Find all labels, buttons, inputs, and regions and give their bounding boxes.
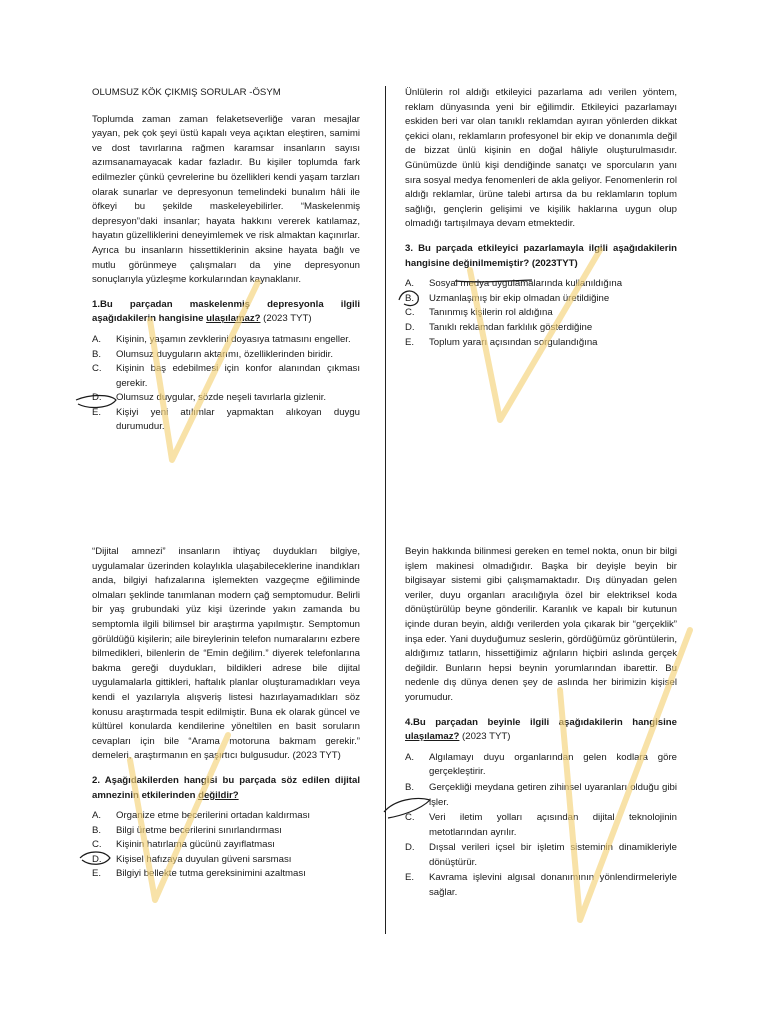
option-b[interactable] (92, 348, 360, 363)
question-1-stem (92, 298, 360, 327)
option-text: Olumsuz duygular, sözde neşeli tavırlarla gizlenir. (116, 392, 327, 404)
question-2-block (92, 545, 360, 882)
option-b[interactable] (405, 781, 677, 810)
option-letter: D. (92, 392, 102, 404)
question-2-options (92, 809, 360, 882)
option-letter: E. (405, 336, 415, 348)
option-c[interactable] (405, 811, 677, 840)
option-text: Kişinin baş edebilmesi için konfor alanından çıkması gerekir. (116, 363, 360, 389)
option-letter: B. (92, 348, 102, 360)
question-1-passage: Toplumda zaman zaman felaketseverliğe varan mesajlar yayan, pek çok şeyi üstü kapalı veya açıktan eleştiren, samimi ve dost tavırlarına rağmen karamsar insanların sayısı azımsanamayacak kadar fazladır. Bu kişiler toplumda fark edilmezler çünkü çevrelerine bu özellikleri kendi yaşam tarzları olarak sunarlar ve depresyonun temelindeki bunalım hâli ile öfkeyi bu şekilde maskeleyebilirler. “Maskelenmiş depresyon”daki insanlar; hayata hakkını vererek katılamaz, hayatın güzelliklerini deneyimlemek ve risk almaktan kaçınırlar. Ayrıca bu insanların hissettiklerinin aksine hayata bağlı ve mutlu görünmeye çalışmaları da yine depresyonun sonuçlarıyla yüzleşme korkularından kaynaklanır. (92, 113, 360, 286)
option-letter: A. (92, 810, 102, 822)
option-e[interactable] (92, 867, 360, 882)
option-text: Dışsal verileri içsel bir işletim sisteminin dinamikleriyle dönüştürür. (429, 842, 677, 868)
option-a[interactable] (92, 809, 360, 824)
option-text: Algılamayı duyu organlarından gelen kodlara göre gerçekleştirir. (429, 751, 677, 778)
question-1-year: (2023 TYT) (260, 313, 312, 325)
option-letter: B. (405, 781, 415, 793)
question-4-block (405, 545, 677, 902)
option-text: Gerçekliği meydana getiren zihinsel uyaranları olduğu gibi işler. (429, 781, 677, 808)
option-letter: A. (405, 278, 415, 290)
option-e[interactable] (92, 406, 360, 435)
question-3-stem (405, 242, 677, 271)
option-text: Bilgi üretme becerilerini sınırlandırması (116, 824, 282, 836)
option-d[interactable] (92, 853, 360, 868)
option-c[interactable] (405, 306, 677, 321)
question-1-options (92, 333, 360, 435)
option-e[interactable] (405, 871, 677, 900)
question-3-prefix: 3. Bu parçada etkileyici pazarlamayla ilgili aşağıdakilerin hangisine (405, 242, 677, 269)
option-c[interactable] (92, 838, 360, 853)
option-text: Kişisel hafızaya duyulan güveni sarsması (116, 853, 292, 865)
option-d[interactable] (92, 391, 360, 406)
option-e[interactable] (405, 336, 677, 351)
option-letter: D. (405, 321, 415, 333)
option-text: Kişinin hatırlama gücünü zayıflatması (116, 839, 275, 851)
page-heading: OLUMSUZ KÖK ÇIKMIŞ SORULAR -ÖSYM (92, 87, 281, 98)
option-letter: E. (92, 406, 102, 418)
option-b[interactable] (405, 292, 677, 307)
question-4-keyword: ulaşılamaz? (405, 731, 460, 743)
question-1-prefix: 1.Bu parçadan maskelenmiş depresyonla ilgili aşağıdakilerin hangisine (92, 298, 360, 325)
option-d[interactable] (405, 841, 677, 870)
option-text: Tanınmış kişilerin rol aldığına (429, 307, 553, 319)
option-letter: A. (405, 751, 415, 763)
question-4-year: (2023 TYT) (459, 731, 511, 743)
question-2-stem (92, 774, 360, 803)
option-text: Tanıklı reklamdan farklılık gösterdiğine (429, 321, 593, 333)
option-letter: D. (405, 842, 415, 854)
option-text: Kavrama işlevini algısal donanımının yönlendirmeleriyle sağlar. (429, 872, 677, 899)
option-text: Kişiyi yeni atılımlar yapmaktan alıkoyan duygu durumudur. (116, 406, 360, 433)
question-3-keyword: değinilmemiştir? (452, 257, 530, 269)
question-4-stem (405, 716, 677, 745)
question-1-keyword: ulaşılamaz? (206, 313, 261, 325)
question-3-passage: Ünlülerin rol aldığı etkileyici pazarlama adı verilen yöntem, reklam dünyasında yeni bir eğilimdir. Etkileyici pazarlamayı eskiden beri var olan tanıklı reklamdan ayıran yönlerden dikkat çekici olanı, reklamların profesyonel bir ekip ve donanımla değil de bizzat ünlü kişinin en doğal hâliyle oluşturulmasıdır. Günümüzde ünlü kişi dendiğinde sanatçı ve sporcuların yanı sıra sosyal medya fenomenleri de akla geliyor. Fenomenlerin rol aldığı reklamlar, ürüne talebi artırsa da bu reklamların toplum sağlığı, gençlerin gelişimi ve kişilik haklarına uygun olup olmadığı tartışılmaya devam etmektedir. (405, 87, 677, 230)
option-text: Veri iletim yolları açısından dijital teknolojinin metotlarından ayrılır. (429, 812, 677, 838)
question-2-prefix: 2. Aşağıdakilerden hangisi bu parçada söz edilen dijital amnezinin etkilerinden (92, 774, 360, 801)
option-letter: C. (92, 839, 102, 851)
option-letter: D. (92, 853, 102, 865)
question-3-block (405, 86, 677, 350)
option-text: Kişinin, yaşamın zevklerini doyasıya tatmasını engeller. (116, 333, 351, 345)
option-letter: C. (405, 307, 415, 319)
option-text: Bilgiyi bellekte tutma gereksinimini azaltması (116, 868, 306, 880)
question-4-options (405, 751, 677, 901)
option-d[interactable] (405, 321, 677, 336)
option-letter: C. (405, 812, 415, 824)
option-a[interactable] (92, 333, 360, 348)
option-a[interactable] (405, 277, 677, 292)
question-3-year: (2023TYT) (529, 257, 578, 269)
option-text: Sosyal medya uygulamalarında kullanıldığına (429, 278, 623, 290)
question-4-prefix: 4.Bu parçadan beyinle ilgili aşağıdakilerin hangisine (405, 716, 677, 728)
option-text: Organize etme becerilerini ortadan kaldırması (116, 810, 311, 822)
option-a[interactable] (405, 751, 677, 780)
question-3-options (405, 277, 677, 350)
option-letter: B. (405, 292, 415, 304)
option-b[interactable] (92, 824, 360, 839)
column-divider (385, 86, 386, 934)
question-2-keyword: değildir? (198, 789, 239, 801)
option-letter: A. (92, 333, 102, 345)
question-1-block (92, 86, 360, 435)
option-c[interactable] (92, 362, 360, 391)
option-letter: E. (405, 872, 415, 884)
question-2-passage: “Dijital amnezi” insanların ihtiyaç duydukları bilgiye, uygulamalar üzerinden kolaylıkla ulaşabileceklerine inandıkları anda, bilgiyi hafızalarına işlemekten vazgeçme eğiliminde olmaları şeklinde tanımlanan modern çağ semptomudur. Belirli bir yaş grubundaki yüz kişi üzerinde yakın zamanda bu semptomla ilgili bilimsel bir araştırma yapılmıştır. Semptomun görüldüğü kişilerin; aile bireylerinin telefon numaralarını ezbere bilmedikleri, bilenlerin de “Emin değilim.” diyerek telefonlarına bakma gereği duydukları, bildikleri adrese bile dijital uygulamalarla gittikleri, haftalık planlar oluşturamadıkları veya kendi el yazılarıyla alışveriş listesi hazırlayamadıkları söz konusu araştırmada tespit edilmiştir. Buna ek olarak güncel ve kültürel konularda kendilerine yöneltilen en basit soruların cevapları için bile “Arama motoruna bakmam gerekir.” demeleri, araştırmanın en şaşırtıcı bulgusudur. (2023 TYT) (92, 546, 360, 762)
option-text: Toplum yararı açısından sorgulandığına (429, 336, 598, 348)
question-4-passage: Beyin hakkında bilinmesi gereken en temel nokta, onun bir bilgi işlem makinesi olmadığıdır. Başka bir deyişle beyin bir bilgisayar sistemi gibi çalışmamaktadır. Dış dünyadan gelen veriler, duyu organları aracılığıyla özel bir elektriksel koda dönüştürülüp beyne gönderilir. Karanlık ve kapalı bir kutunun içinde duran beyin, aldığı verilerden yola çıkarak bir “gerçeklik” inşa eder. Yani duyduğumuz seslerin, gördüğümüz görüntülerin, aldığımız tatların, hissettiğimiz ağrıların hiçbiri aslında gerçek değildir. Bunların hepsi beynin yorumlarından ibarettir. Bu nedenle dış dünya denen şey de aslında her birimizin kişisel yorumudur. (405, 546, 677, 703)
option-letter: E. (92, 868, 102, 880)
option-text: Olumsuz duyguların aktarımı, özelliklerinden biridir. (116, 348, 334, 360)
option-text: Uzmanlaşmış bir ekip olmadan üretildiğine (429, 292, 610, 304)
option-letter: C. (92, 363, 102, 375)
option-letter: B. (92, 824, 102, 836)
